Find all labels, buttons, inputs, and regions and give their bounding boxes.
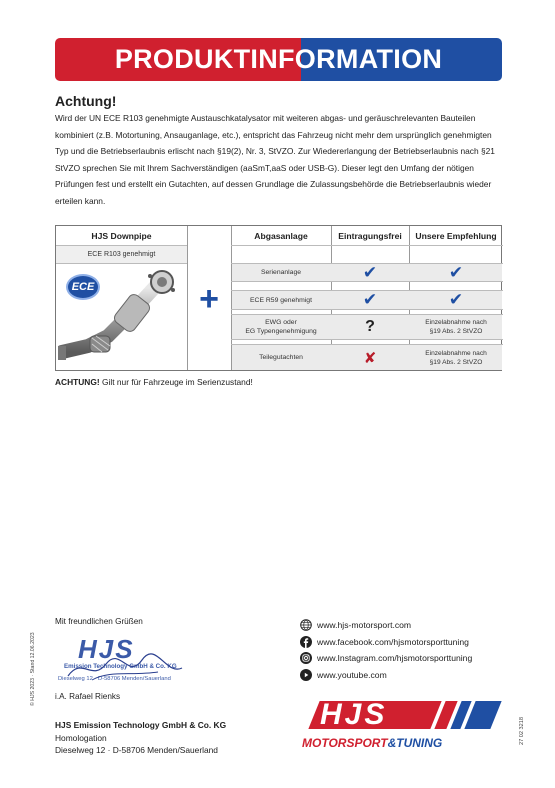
greeting: Mit freundlichen Grüßen [55,617,143,626]
copyright-side-text: © HJS 2023 · Stand 12.06.2023 [30,632,36,706]
warning-heading: Achtung! [55,93,117,109]
series-condition-note [55,377,253,387]
logo-tagline [302,736,442,750]
company-name: HJS Emission Technology GmbH & Co. KG [55,720,227,730]
article-number-side-text: 27 02 3218 [519,717,525,745]
row-serienanlage-eintragungsfrei-check-icon: ✔ [362,262,378,282]
row-teilegutachten-eintragungsfrei-cross-icon: ✘ [363,349,377,367]
column-header-eintragungsfrei: Eintragungsfrei [338,230,402,241]
row-ece-r59-eintragungsfrei-check-icon: ✔ [362,290,378,309]
company-address: Dieselweg 12 · D-58706 Menden/Sauerland [55,745,218,755]
row-serienanlage-empfehlung-check-icon: ✔ [448,262,464,282]
series-condition-note-bold: ACHTUNG! [55,377,100,387]
row-label-serienanlage: Serienanlage [260,269,302,276]
logo-hjs-text: HJS [320,698,388,731]
column-header-empfehlung: Unsere Empfehlung [415,230,497,241]
company-department: Homologation [55,732,107,743]
facebook-icon [300,636,312,648]
row-teilegutachten-empfehlung: Einzelabnahme nach §19 Abs. 2 StVZO [425,349,487,366]
plus-sign: + [199,279,219,318]
row-label-ewg-typengenehmigung: EWG oder EG Typengenehmigung [245,319,317,335]
social-links [300,617,472,683]
link-youtube-text: www.youtube.com [317,669,387,680]
globe-icon [300,619,312,631]
warning-body: Wird der UN ECE R103 genehmigte Austauschkatalysator mit weiteren abgas- und geräuschrelevanten Bauteilen kombiniert (z.B. Motortuning, Ansauganlage, etc.), entspricht das Fahrzeug nicht mehr dem ursprünglich genehmigten Typ und die Betriebserlaubnis erlischt nach §19(2), Nr. 3, StVZO. Zur Wiedererlangung der Betriebserlaubnis nach §21 StVZO sprechen Sie mit Ihrem Sachverständigen (aaSmT,aaS oder USB-G). Dieser legt den Umfang der nötigen Prüfungen fest und erstellt ein Gutachten, auf dessen Grundlage die Zulassungsbehörde die Betriebserlaubnis wieder erteilen kann. [55,113,495,206]
ece-badge-text: ECE [71,281,95,293]
logo-tagline-motorsport: MOTORSPORT [302,736,388,750]
instagram-icon [300,652,312,664]
row-label-ece-r59: ECE R59 genehmigt [250,296,312,304]
stamp-line-address: Dieselweg 12 · D-58706 Menden/Sauerland [58,676,171,682]
link-facebook[interactable] [300,634,472,651]
series-condition-note-text: Gilt nur für Fahrzeuge im Serienzustand! [99,377,253,387]
link-website-text: www.hjs-motorsport.com [317,620,412,631]
row-ece-r59-empfehlung-check-icon: ✔ [448,290,464,309]
product-header: HJS Downpipe [91,230,152,241]
row-ewg-empfehlung: Einzelabnahme nach §19 Abs. 2 StVZO [425,319,487,335]
product-subheader: ECE R103 genehmigt [56,246,187,263]
signer-name: i.A. Rafael Rienks [55,692,121,701]
ece-badge [66,274,100,300]
product-info-banner [55,38,502,81]
column-header-abgasanlage: Abgasanlage [254,230,308,241]
row-ewg-eintragungsfrei-question-icon: ? [365,318,375,335]
stamp-line-company: Emission Technology GmbH & Co. KG [64,663,177,670]
youtube-icon [300,669,312,681]
handwritten-signature [62,646,187,686]
logo-tagline-amp: & [387,736,397,750]
row-label-teilegutachten: Teilegutachten [259,354,303,361]
link-website[interactable] [300,617,472,634]
approval-table [55,225,502,371]
logo-tagline-tuning: TUNING [396,736,443,750]
link-instagram[interactable] [300,650,472,667]
stamp-logo: HJS [78,634,135,664]
company-address-block [55,719,226,757]
link-youtube[interactable] [300,667,472,684]
link-instagram-text: www.Instagram.com/hjsmotorsporttuning [317,653,473,664]
banner-title: PRODUKTINFORMATION [114,44,443,74]
hjs-motorsport-logo [300,699,500,757]
link-facebook-text: www.facebook.com/hjsmotorsporttuning [317,636,469,647]
